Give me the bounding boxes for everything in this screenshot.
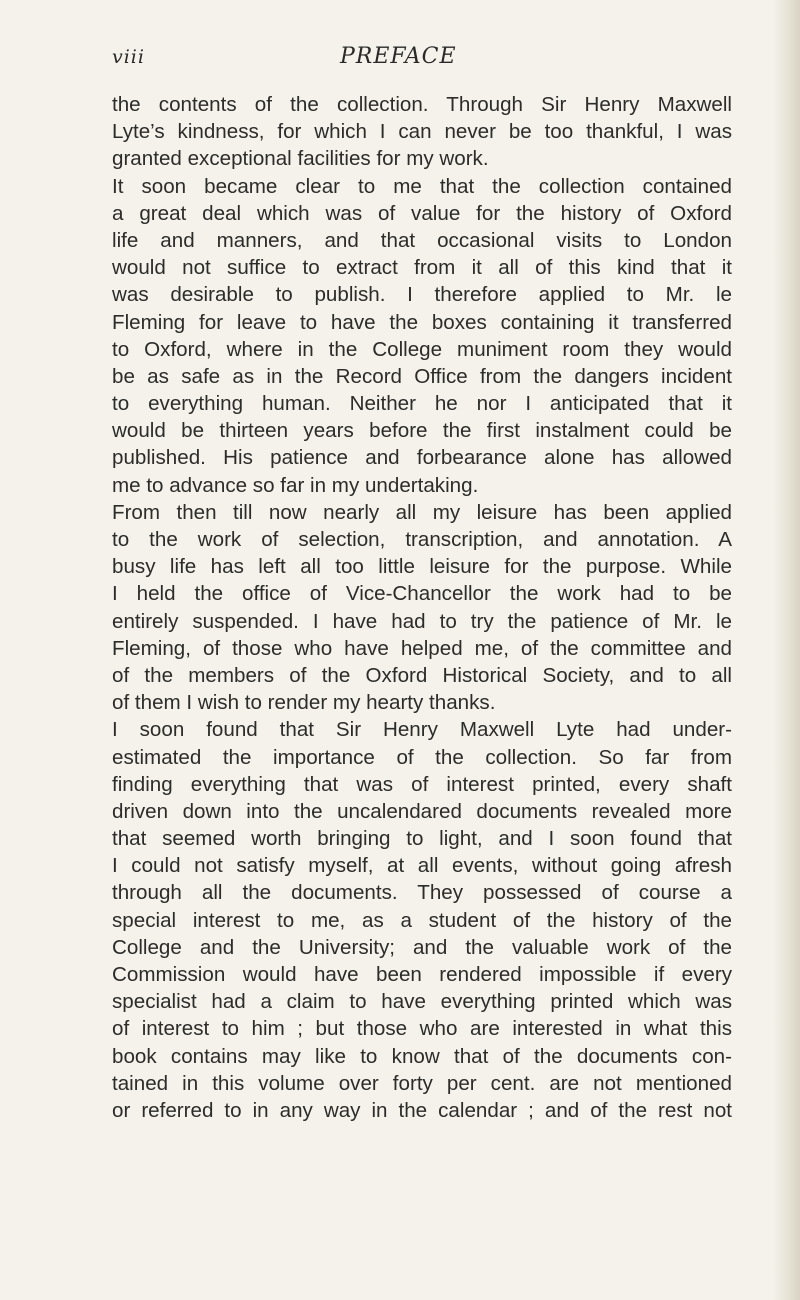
text-line: of the members of the Oxford Historical Society, and to all	[112, 663, 732, 687]
text-line: I held the office of Vice-Chancellor the work had to be	[112, 582, 732, 606]
text-line: busy life has left all too little leisure for the purpose. While	[112, 555, 732, 579]
text-line: be as safe as in the Record Office from the dangers incident	[112, 364, 732, 388]
text-line: that seemed worth bringing to light, and I soon found that	[112, 827, 732, 851]
text-line: was desirable to publish. I therefore applied to Mr. le	[112, 283, 732, 307]
text-line: would be thirteen years before the first instalment could be	[112, 419, 732, 443]
text-line: of interest to him ; but those who are interested in what this	[112, 1017, 732, 1041]
text-line: entirely suspended. I have had to try the patience of Mr. le	[112, 609, 732, 633]
text-line: of them I wish to render my hearty thanks.	[112, 691, 496, 715]
text-line: life and manners, and that occasional visits to London	[112, 228, 732, 252]
text-line: Fleming for leave to have the boxes containing it transferred	[112, 310, 732, 334]
text-line: I soon found that Sir Henry Maxwell Lyte had under-	[112, 718, 732, 742]
page-number: viii	[112, 46, 145, 68]
text-line: driven down into the uncalendared documents revealed more	[112, 799, 732, 823]
text-line: or referred to in any way in the calendar ; and of the rest not	[112, 1098, 732, 1122]
text-line: to everything human. Neither he nor I anticipated that it	[112, 392, 732, 416]
page-header	[112, 46, 742, 76]
text-line: to Oxford, where in the College muniment room they would	[112, 337, 732, 361]
text-line: book contains may like to know that of the documents con-	[112, 1044, 732, 1068]
text-line: published. His patience and forbearance alone has allowed	[112, 446, 732, 470]
text-line: finding everything that was of interest printed, every shaft	[112, 772, 732, 796]
text-line: Commission would have been rendered impossible if every	[112, 963, 732, 986]
text-line: a great deal which was of value for the history of Oxford	[112, 201, 732, 225]
text-line: the contents of the collection. Through Sir Henry Maxwell	[112, 93, 732, 116]
body-text	[112, 91, 732, 1124]
text-line: Fleming, of those who have helped me, of the committee and	[112, 636, 732, 660]
text-line: It soon became clear to me that the collection contained	[112, 174, 732, 198]
text-line: Lyte’s kindness, for which I can never be too thankful, I was	[112, 120, 732, 144]
text-line: I could not satisfy myself, at all events, without going afresh	[112, 854, 732, 878]
page-edge-shadow	[772, 0, 800, 1300]
text-line: estimated the importance of the collection. So far from	[112, 745, 732, 769]
text-line: From then till now nearly all my leisure has been applied	[112, 500, 732, 524]
text-line: special interest to me, as a student of the history of the	[112, 908, 732, 932]
text-line: would not suffice to extract from it all of this kind that it	[112, 256, 732, 280]
text-line: me to advance so far in my undertaking.	[112, 473, 479, 497]
text-line: to the work of selection, transcription, and annotation. A	[112, 528, 732, 551]
text-line: tained in this volume over forty per cent. are not mentioned	[112, 1071, 732, 1095]
text-line: College and the University; and the valuable work of the	[112, 935, 732, 959]
running-head: PREFACE	[340, 44, 457, 69]
text-line: granted exceptional facilities for my work.	[112, 147, 489, 171]
text-line: specialist had a claim to have everything printed which was	[112, 990, 732, 1014]
text-line: through all the documents. They possessed of course a	[112, 881, 732, 905]
